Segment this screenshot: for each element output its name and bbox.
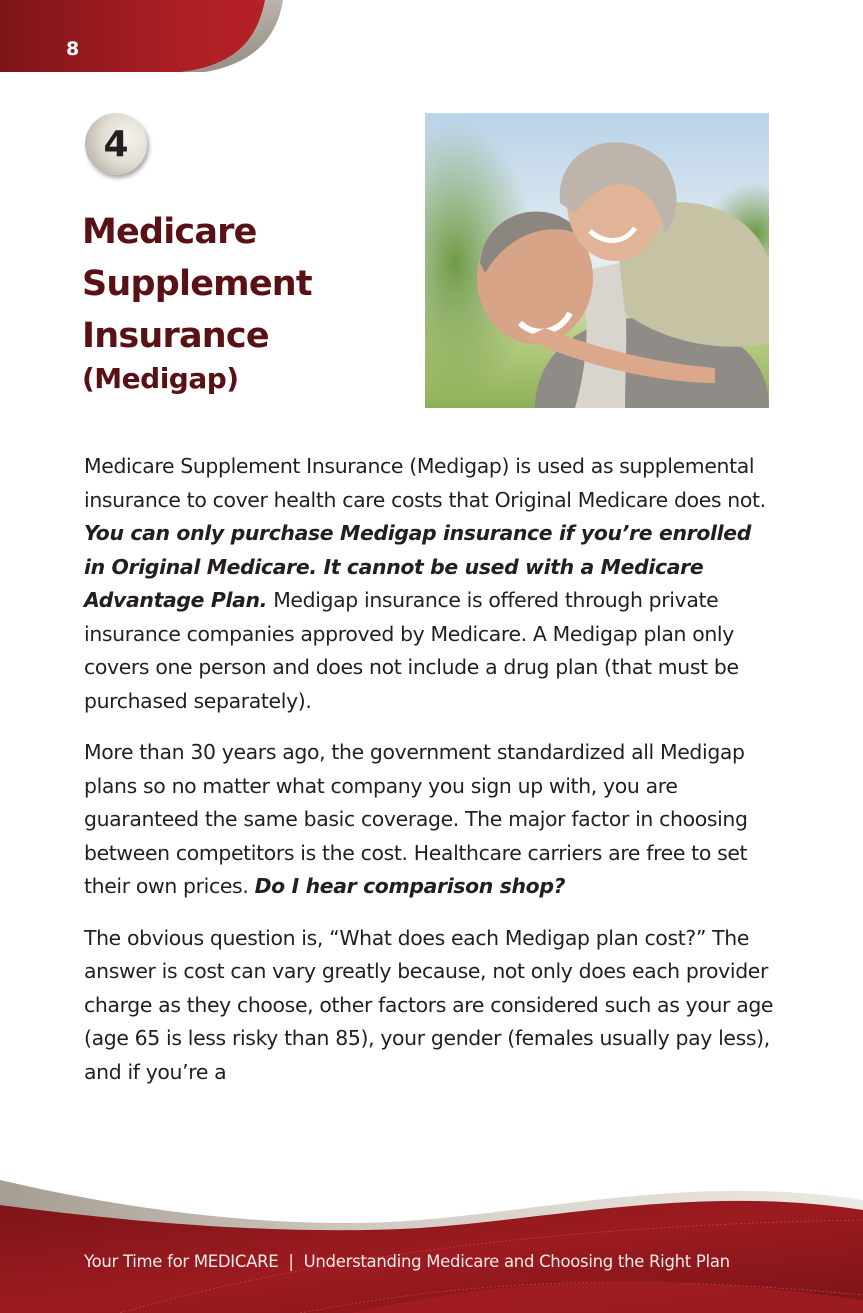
paragraph (84, 450, 774, 718)
section-number-badge (85, 113, 147, 175)
title-line: Medicare (82, 212, 257, 252)
page-number: 8 (66, 38, 80, 60)
emphasis-text: You can only purchase Medigap insurance if you’re enrolled in Original Medicare. It cannot be used with a Medicare Advantage Plan. (84, 521, 752, 612)
footer-brand: Your Time for MEDICARE (84, 1252, 279, 1271)
footer-text (84, 1252, 730, 1271)
footer-band (0, 1170, 863, 1313)
paragraph-text: Medigap insurance is offered through private insurance companies approved by Medicare. A Medigap plan only covers one person and does not include a drug plan (that must be purchased separately). (84, 588, 739, 713)
footer-separator: | (288, 1252, 294, 1271)
paragraph-text: More than 30 years ago, the government standardized all Medigap plans so no matter what company you sign up with, you are guaranteed the same basic coverage. The major factor in choosing between competitors is the cost. Healthcare carriers are free to set their own prices. (84, 740, 748, 898)
paragraph-text: The obvious question is, “What does each Medigap plan cost?” The answer is cost can vary greatly because, not only does each provider charge as they choose, other factors are considered such as your age (age 65 is less risky than 85), your gender (females usually pay less), and if you’re a (84, 925, 774, 1084)
title-line: Insurance (82, 316, 269, 356)
paragraph (84, 922, 774, 1090)
footer-tagline: Understanding Medicare and Choosing the Right Plan (303, 1252, 730, 1271)
title-line: Supplement (82, 264, 312, 304)
paragraph (84, 736, 774, 904)
page-subtitle: (Medigap) (82, 362, 239, 395)
page-title (82, 206, 402, 362)
body-text (84, 450, 774, 1107)
paragraph-text: Medicare Supplement Insurance (Medigap) is used as supplemental insurance to cover health care costs that Original Medicare does not. (84, 454, 766, 512)
header-band (0, 0, 300, 75)
emphasis-text: Do I hear comparison shop? (254, 874, 566, 898)
section-number: 4 (103, 123, 129, 165)
couple-photo (425, 113, 769, 408)
